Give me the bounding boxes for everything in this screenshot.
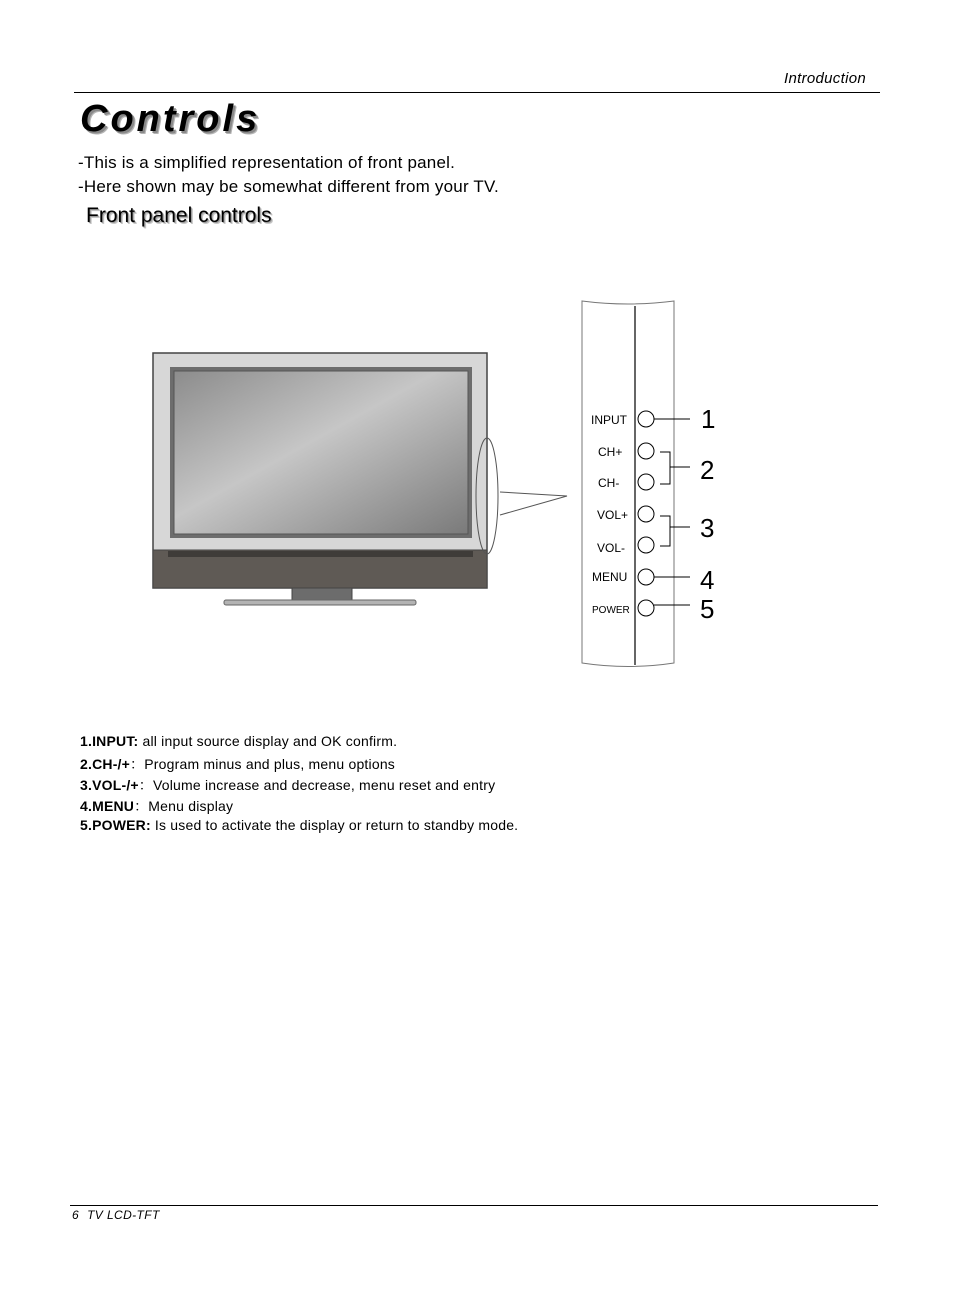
button-label-input: INPUT (591, 413, 627, 427)
section-label: Introduction (784, 70, 866, 87)
page-footer (72, 1208, 168, 1222)
callout-number-2: 2 (700, 455, 715, 485)
description-menu (80, 796, 233, 816)
description-channel (80, 754, 395, 774)
callout-number-3: 3 (700, 513, 715, 543)
button-label-ch-minus: CH- (598, 476, 620, 490)
button-label-power: POWER (592, 605, 630, 616)
button-label-ch-plus: CH+ (598, 445, 623, 459)
ch-plus-button (638, 443, 654, 459)
description-volume (80, 775, 495, 795)
description-term: 1.INPUT: (80, 733, 139, 749)
callout-number-1: 1 (701, 404, 716, 434)
description-input (80, 733, 397, 749)
description-power (80, 817, 518, 833)
description-term: 4.MENU (80, 798, 135, 814)
description-term: 3.VOL-/+ (80, 777, 139, 793)
input-button (638, 411, 654, 427)
intro-line-2: -Here shown may be somewhat different from your TV. (78, 177, 499, 196)
product-name: TV LCD-TFT (87, 1208, 160, 1222)
button-label-menu: MENU (592, 570, 628, 584)
intro-line-1: -This is a simplified representation of front panel. (78, 153, 456, 172)
description-text: ：Volume increase and decrease, menu reset and entry (138, 777, 496, 793)
vol-plus-button (638, 506, 654, 522)
tv-illustration (153, 353, 567, 605)
button-label-vol-minus: VOL- (597, 541, 626, 555)
vol-minus-button (638, 537, 654, 553)
menu-button (638, 569, 654, 585)
button-label-vol-plus: VOL+ (597, 508, 629, 522)
callout-number-4: 4 (700, 565, 715, 595)
description-term: 2.CH-/+ (80, 756, 131, 772)
footer-rule (70, 1205, 878, 1206)
callout-number-5: 5 (700, 594, 715, 624)
description-text: Is used to activate the display or return to standby mode. (150, 817, 519, 833)
description-text: all input source display and OK confirm. (138, 733, 398, 749)
description-text: ：Menu display (134, 798, 234, 814)
power-button (638, 600, 654, 616)
page-title: Controls (80, 98, 261, 140)
page-number: 6 (72, 1208, 80, 1222)
ch-minus-button (638, 474, 654, 490)
section-subtitle: Front panel controls (86, 204, 272, 227)
description-text: ：Program minus and plus, menu options (130, 756, 396, 772)
description-term: 5.POWER: (80, 817, 151, 833)
